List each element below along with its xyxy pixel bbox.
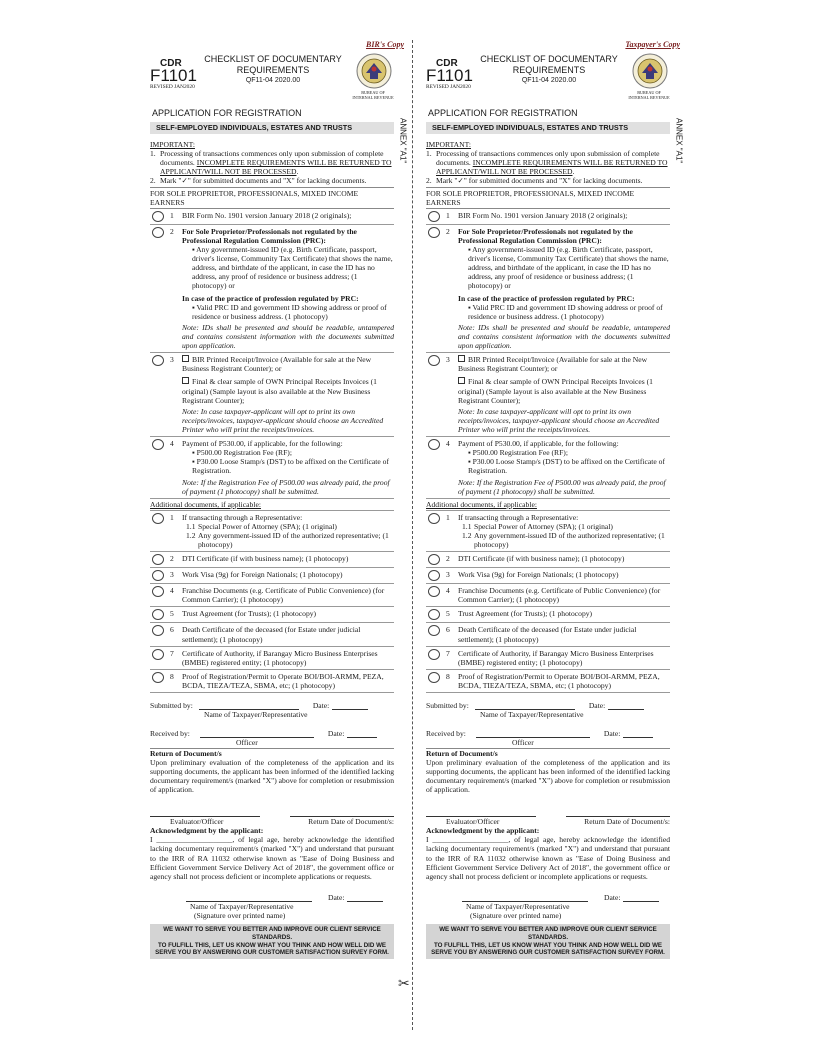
- checkbox[interactable]: [152, 586, 164, 597]
- evaluator-line[interactable]: [426, 808, 536, 817]
- signature-line[interactable]: [186, 893, 312, 902]
- revised-date: REVISED JAN2020: [150, 84, 195, 90]
- checklist-item: 4 Payment of P530.00, if applicable, for the following: ▪ P500.00 Registration Fee (RF); ▪ P30.00 Loose Stamp/s (DST) to be affixed on the Certificate of Registration. Note: If the Registration Fee of P500.00 was already paid, the proof of payment (1 photocopy) shall be submitted.: [426, 437, 670, 499]
- additional-item: 2 DTI Certificate (if with business name); (1 photocopy): [150, 552, 394, 568]
- form-code: F1101: [150, 66, 197, 85]
- section-main-heading: FOR SOLE PROPRIETOR, PROFESSIONALS, MIXED INCOME EARNERS: [426, 187, 670, 209]
- additional-item: 4 Franchise Documents (e.g. Certificate of Public Convenience) (for Common Carrier); (1 photocopy): [426, 584, 670, 607]
- checklist-item: 2 For Sole Proprietor/Professionals not regulated by the Professional Regulation Commission (PRC): ▪ Any government-issued ID (e.g. Birth Certificate, passport, driver's license, Community Tax Certificate) that shows the name, address, and birthdate of the applicant, in case the ID has no address, any proof of residence or business address; (1 photocopy) or In case of the practice of profession regulated by PRC: ▪ Valid PRC ID and government ID showing address or proof of residence or business address. (1 photocopy) Note: IDs shall be presented and should be readable, untampered and contains consistent information with the documents submitted upon application.: [426, 225, 670, 353]
- survey-banner: WE WANT TO SERVE YOU BETTER AND IMPROVE OUR CLIENT SERVICE STANDARDS. TO FULFILL THIS, LET US KNOW WHAT YOU THINK AND HOW WELL DID WE SERVE YOU BY ANSWERING OUR CUSTOMER SATISFACTION SURVEY FORM.: [426, 924, 670, 959]
- additional-item: 2 DTI Certificate (if with business name); (1 photocopy): [426, 552, 670, 568]
- checkbox[interactable]: [152, 355, 164, 366]
- checkbox[interactable]: [428, 672, 440, 683]
- form-code: F1101: [426, 66, 473, 85]
- additional-item: 8 Proof of Registration/Permit to Operate BOI/BOI-ARMM, PEZA, BCDA, TIEZA/TEZA, SBMA, etc; (1 photocopy): [150, 670, 394, 693]
- checklist-body: [426, 140, 670, 959]
- checklist-item: 1 BIR Form No. 1901 version January 2018 (2 originals);: [150, 209, 394, 225]
- checkbox[interactable]: [428, 355, 440, 366]
- checkbox[interactable]: [152, 554, 164, 565]
- application-title: APPLICATION FOR REGISTRATION: [152, 108, 302, 118]
- checkbox[interactable]: [152, 439, 164, 450]
- cut-line: [412, 40, 413, 1030]
- bir-copy: [150, 36, 412, 1026]
- seal-caption: BUREAU OF INTERNAL REVENUE: [352, 90, 394, 100]
- additional-item: 4 Franchise Documents (e.g. Certificate of Public Convenience) (for Common Carrier); (1 photocopy): [150, 584, 394, 607]
- copy-label: BIR's Copy: [365, 40, 404, 49]
- additional-item: 8 Proof of Registration/Permit to Operate BOI/BOI-ARMM, PEZA, BCDA, TIEZA/TEZA, SBMA, etc; (1 photocopy): [426, 670, 670, 693]
- checkbox[interactable]: [152, 649, 164, 660]
- scissors-icon: ✂: [398, 977, 410, 992]
- additional-item: 5 Trust Agreement (for Trusts); (1 photocopy): [150, 607, 394, 623]
- additional-item: 3 Work Visa (9g) for Foreign Nationals; (1 photocopy): [426, 568, 670, 584]
- checklist-item: 3 BIR Printed Receipt/Invoice (Available for sale at the New Business Registrant Counter); or Final & clear sample of OWN Principal Receipts Invoices (1 original) (Sample layout is also available at the New Business Registrant Counter); Note: In case taxpayer-applicant will opt to print its own receipts/invoices, taxpayer-applicant should choose an Accredited Printer who will print the receipts/invoices.: [426, 353, 670, 437]
- checkbox[interactable]: [152, 672, 164, 683]
- checkbox[interactable]: [152, 609, 164, 620]
- option-checkbox[interactable]: [458, 377, 465, 384]
- option-checkbox[interactable]: [182, 355, 189, 362]
- important-notes: IMPORTANT: 1. Processing of transactions commences only upon submission of complete documents. INCOMPLETE REQUIREMENTS WILL BE RETURNED TO APPLICANT/WILL NOT BE PROCESSED. 2. Mark "✓" for submitted documents and "X" for lacking documents.: [150, 140, 392, 186]
- checklist-item: 4 Payment of P530.00, if applicable, for the following: ▪ P500.00 Registration Fee (RF); ▪ P30.00 Loose Stamp/s (DST) to be affixed on the Certificate of Registration. Note: If the Registration Fee of P500.00 was already paid, the proof of payment (1 photocopy) shall be submitted.: [150, 437, 394, 499]
- annex-label: ANNEX "A1": [398, 118, 408, 164]
- checkbox[interactable]: [152, 227, 164, 238]
- survey-banner: WE WANT TO SERVE YOU BETTER AND IMPROVE OUR CLIENT SERVICE STANDARDS. TO FULFILL THIS, LET US KNOW WHAT YOU THINK AND HOW WELL DID WE SERVE YOU BY ANSWERING OUR CUSTOMER SATISFACTION SURVEY FORM.: [150, 924, 394, 959]
- checkbox[interactable]: [428, 439, 440, 450]
- category-bar: SELF-EMPLOYED INDIVIDUALS, ESTATES AND TRUSTS: [150, 122, 394, 134]
- date-line[interactable]: [332, 701, 368, 710]
- taxpayer-copy: [426, 36, 688, 1026]
- checkbox[interactable]: [152, 570, 164, 581]
- bir-seal-icon: [632, 53, 668, 89]
- additional-item: 1 If transacting through a Representative: 1.1 Special Power of Attorney (SPA); (1 original) 1.2 Any government-issued ID of the authorized representative; (1 photocopy): [150, 511, 394, 552]
- section-additional-heading: Additional documents, if applicable:: [150, 499, 394, 511]
- additional-item: 3 Work Visa (9g) for Foreign Nationals; (1 photocopy): [150, 568, 394, 584]
- additional-item: 5 Trust Agreement (for Trusts); (1 photocopy): [426, 607, 670, 623]
- signature-line[interactable]: [462, 893, 588, 902]
- bir-seal-icon: [356, 53, 392, 89]
- submitted-by-line[interactable]: [199, 701, 299, 710]
- return-date-line[interactable]: [566, 808, 670, 817]
- signature-section: Submitted by: Date: Name of Taxpayer/Representative Received by: Date: Officer Return of Document/s Upon preliminary evaluation of the completeness of the application and its supporting documents, the applicant has been informed of the identified lacking documentary requirement/s (marked "X") above for completion or resubmission of application. Evaluator/Officer Return Date of Document/s: Acknowledgment by the applicant: I ____________________, of legal age, hereby acknowledge the identified lacking documentary requirement/s (marked "X") and understand that pursuant to the IRR of RA 11032 otherwise known as "Ease of Doing Business and Efficient Government Service Delivery Act of 2018", the government office or agency shall not process deficient or incomplete applications or requests. Date: Name of Taxpayer/Representative (Signature over printed name) WE WANT TO SERVE YOU BETTER AND IMPROVE OUR CLIENT SERVICE STANDARDS. TO FULFILL THIS, LET US KNOW WHAT YOU THINK AND HOW WELL DID WE SERVE YOU BY ANSWERING OUR CUSTOMER SATISFACTION SURVEY FORM.: [150, 701, 394, 959]
- application-title: APPLICATION FOR REGISTRATION: [428, 108, 578, 118]
- evaluator-line[interactable]: [150, 808, 260, 817]
- checkbox[interactable]: [428, 570, 440, 581]
- cdr-label: CDR: [160, 58, 182, 69]
- date-line[interactable]: [347, 893, 383, 902]
- date-line[interactable]: [608, 701, 644, 710]
- additional-item: 7 Certificate of Authority, if Barangay Micro Business Enterprises (BMBE) registered entity; (1 photocopy): [426, 647, 670, 670]
- checkbox[interactable]: [428, 586, 440, 597]
- received-by-line[interactable]: [476, 729, 590, 738]
- section-main-heading: FOR SOLE PROPRIETOR, PROFESSIONALS, MIXED INCOME EARNERS: [150, 187, 394, 209]
- revised-date: REVISED JAN2020: [426, 84, 471, 90]
- submitted-by-line[interactable]: [475, 701, 575, 710]
- cdr-label: CDR: [436, 58, 458, 69]
- checklist-body: [150, 140, 394, 959]
- checkbox[interactable]: [428, 227, 440, 238]
- checkbox[interactable]: [428, 625, 440, 636]
- checkbox[interactable]: [152, 625, 164, 636]
- checkbox[interactable]: [152, 513, 164, 524]
- checkbox[interactable]: [428, 211, 440, 222]
- additional-item: 1 If transacting through a Representative: 1.1 Special Power of Attorney (SPA); (1 original) 1.2 Any government-issued ID of the authorized representative; (1 photocopy): [426, 511, 670, 552]
- additional-item: 6 Death Certificate of the deceased (for Estate under judicial settlement); (1 photocopy): [426, 623, 670, 646]
- option-checkbox[interactable]: [182, 377, 189, 384]
- additional-item: 7 Certificate of Authority, if Barangay Micro Business Enterprises (BMBE) registered entity; (1 photocopy): [150, 647, 394, 670]
- checkbox[interactable]: [152, 211, 164, 222]
- checkbox[interactable]: [428, 554, 440, 565]
- checkbox[interactable]: [428, 649, 440, 660]
- category-bar: SELF-EMPLOYED INDIVIDUALS, ESTATES AND TRUSTS: [426, 122, 670, 134]
- checkbox[interactable]: [428, 513, 440, 524]
- checklist-item: 3 BIR Printed Receipt/Invoice (Available for sale at the New Business Registrant Counter); or Final & clear sample of OWN Principal Receipts Invoices (1 original) (Sample layout is also available at the New Business Registrant Counter); Note: In case taxpayer-applicant will opt to print its own receipts/invoices, taxpayer-applicant should choose an Accredited Printer who will print the receipts/invoices.: [150, 353, 394, 437]
- checklist-item: 1 BIR Form No. 1901 version January 2018 (2 originals);: [426, 209, 670, 225]
- annex-label: ANNEX "A1": [674, 118, 684, 164]
- received-by-line[interactable]: [200, 729, 314, 738]
- date-line[interactable]: [623, 729, 653, 738]
- option-checkbox[interactable]: [458, 355, 465, 362]
- seal-caption: BUREAU OF INTERNAL REVENUE: [628, 90, 670, 100]
- section-additional-heading: Additional documents, if applicable:: [426, 499, 670, 511]
- signature-section: Submitted by: Date: Name of Taxpayer/Representative Received by: Date: Officer Return of Document/s Upon preliminary evaluation of the completeness of the application and its supporting documents, the applicant has been informed of the identified lacking documentary requirement/s (marked "X") above for completion or resubmission of application. Evaluator/Officer Return Date of Document/s: Acknowledgment by the applicant: I ____________________, of legal age, hereby acknowledge the identified lacking documentary requirement/s (marked "X") and understand that pursuant to the IRR of RA 11032 otherwise known as "Ease of Doing Business and Efficient Government Service Delivery Act of 2018", the government office or agency shall not process deficient or incomplete applications or requests. Date: Name of Taxpayer/Representative (Signature over printed name) WE WANT TO SERVE YOU BETTER AND IMPROVE OUR CLIENT SERVICE STANDARDS. TO FULFILL THIS, LET US KNOW WHAT YOU THINK AND HOW WELL DID WE SERVE YOU BY ANSWERING OUR CUSTOMER SATISFACTION SURVEY FORM.: [426, 701, 670, 959]
- checkbox[interactable]: [428, 609, 440, 620]
- copy-label: Taxpayer's Copy: [625, 40, 680, 49]
- important-notes: IMPORTANT: 1. Processing of transactions commences only upon submission of complete documents. INCOMPLETE REQUIREMENTS WILL BE RETURNED TO APPLICANT/WILL NOT BE PROCESSED. 2. Mark "✓" for submitted documents and "X" for lacking documents.: [426, 140, 668, 186]
- checklist-title: CHECKLIST OF DOCUMENTARY REQUIREMENTS QF11-04 2020.00: [204, 54, 342, 84]
- date-line[interactable]: [347, 729, 377, 738]
- additional-item: 6 Death Certificate of the deceased (for Estate under judicial settlement); (1 photocopy): [150, 623, 394, 646]
- return-date-line[interactable]: [290, 808, 394, 817]
- checklist-item: 2 For Sole Proprietor/Professionals not regulated by the Professional Regulation Commission (PRC): ▪ Any government-issued ID (e.g. Birth Certificate, passport, driver's license, Community Tax Certificate) that shows the name, address, and birthdate of the applicant, in case the ID has no address, any proof of residence or business address; (1 photocopy) or In case of the practice of profession regulated by PRC: ▪ Valid PRC ID and government ID showing address or proof of residence or business address. (1 photocopy) Note: IDs shall be presented and should be readable, untampered and contains consistent information with the documents submitted upon application.: [150, 225, 394, 353]
- date-line[interactable]: [623, 893, 659, 902]
- checklist-title: CHECKLIST OF DOCUMENTARY REQUIREMENTS QF11-04 2020.00: [480, 54, 618, 84]
